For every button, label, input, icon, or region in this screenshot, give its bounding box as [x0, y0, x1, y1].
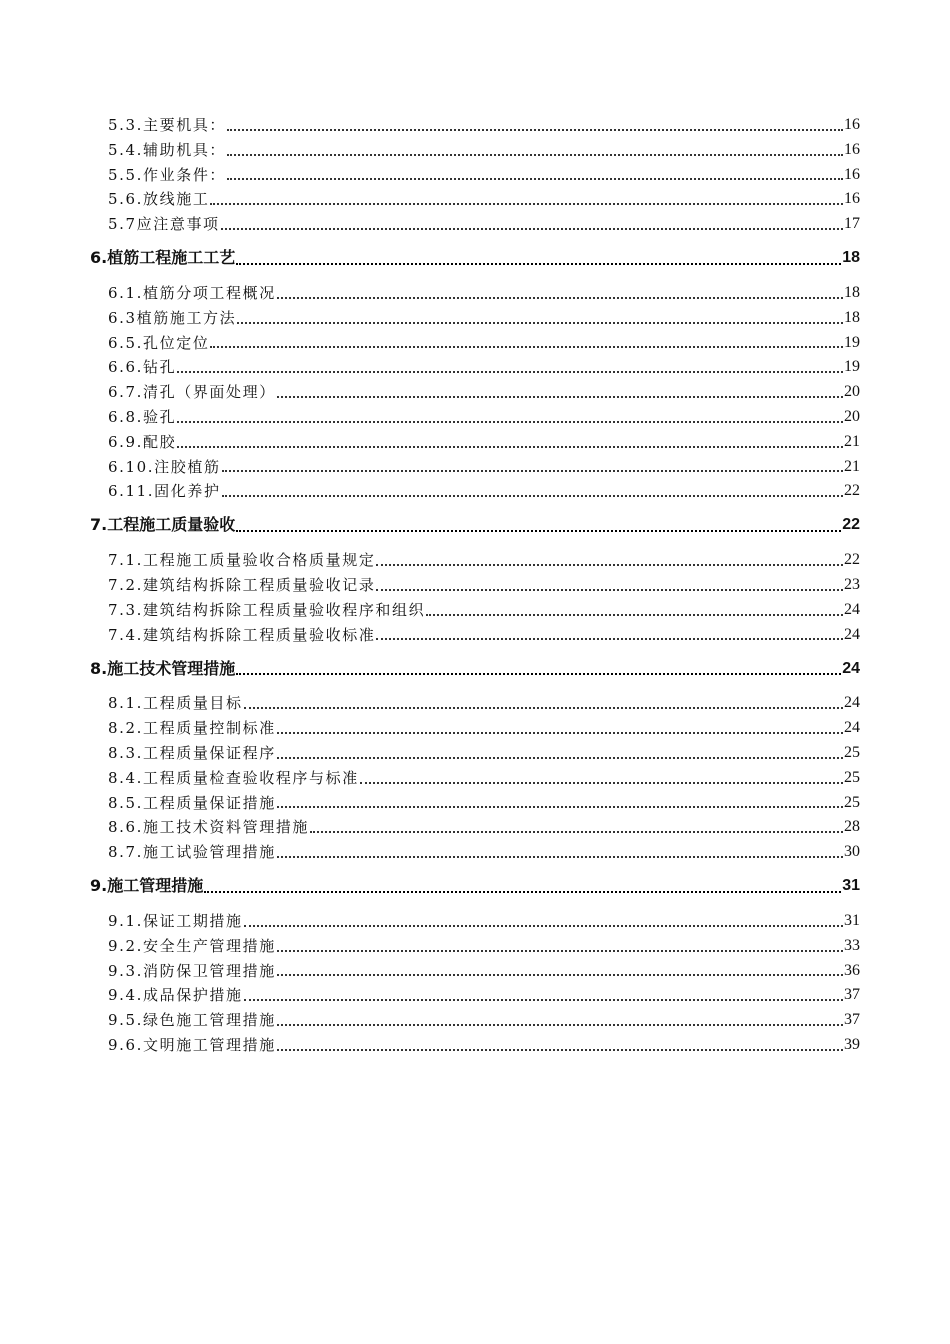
toc-section-entry[interactable]	[90, 573, 860, 598]
toc-section-entry[interactable]	[90, 909, 860, 934]
dot-leader	[376, 589, 843, 591]
toc-page-number: 20	[844, 383, 860, 401]
toc-page-number: 21	[844, 432, 860, 450]
toc-page-number: 21	[844, 457, 860, 475]
toc-page-number: 19	[844, 333, 860, 351]
dot-leader	[277, 974, 843, 976]
toc-section-entry[interactable]	[90, 212, 860, 237]
toc-entry-label: 6.9.配胶	[108, 432, 177, 451]
dot-leader	[204, 891, 841, 893]
toc-entry-label: 6.3植筋施工方法	[108, 308, 237, 327]
toc-section-entry[interactable]	[90, 430, 860, 455]
dot-leader	[222, 495, 843, 497]
dot-leader	[376, 638, 843, 640]
toc-page-number: 18	[842, 249, 860, 267]
toc-entry-label: 6.10.注胶植筋	[108, 457, 221, 476]
dot-leader	[227, 129, 843, 131]
dot-leader	[244, 707, 843, 709]
toc-page-number: 16	[844, 190, 860, 208]
toc-section-entry[interactable]	[90, 479, 860, 504]
toc-page-number: 24	[844, 694, 860, 712]
toc-entry-label: 6.1.植筋分项工程概况	[108, 283, 276, 302]
dot-leader	[244, 925, 843, 927]
toc-section-entry[interactable]	[90, 1008, 860, 1033]
toc-entry-label: 6.6.钻孔	[108, 358, 177, 377]
dot-leader	[376, 564, 843, 566]
dot-leader	[310, 831, 843, 833]
toc-section-entry[interactable]	[90, 331, 860, 356]
dot-leader	[227, 178, 843, 180]
toc-page-number: 16	[844, 140, 860, 158]
table-of-contents	[90, 113, 860, 1058]
dot-leader	[277, 950, 843, 952]
toc-page-number: 39	[844, 1035, 860, 1053]
toc-page-number: 16	[844, 116, 860, 133]
dot-leader	[236, 263, 841, 265]
toc-page-number: 16	[844, 165, 860, 183]
toc-page-number: 20	[844, 407, 860, 425]
dot-leader	[277, 396, 843, 398]
toc-entry-label: 8.1.工程质量目标	[108, 694, 243, 713]
dot-leader	[277, 1024, 843, 1026]
toc-section-entry[interactable]	[90, 741, 860, 766]
toc-entry-label: 8.6.施工技术资料管理措施	[108, 818, 310, 837]
toc-entry-label: 8.4.工程质量检查验收程序与标准	[108, 768, 359, 787]
toc-entry-label: 7.4.建筑结构拆除工程质量验收标准	[108, 625, 376, 644]
toc-page-number: 37	[844, 986, 860, 1004]
toc-entry-label: 9.3.消防保卫管理措施	[108, 961, 276, 980]
toc-page-number: 24	[844, 719, 860, 737]
toc-section-entry[interactable]	[90, 548, 860, 573]
toc-section-entry[interactable]	[90, 934, 860, 959]
toc-entry-label: 6.植筋工程施工工艺	[90, 248, 236, 268]
toc-section-entry[interactable]	[90, 623, 860, 648]
dot-leader	[177, 446, 843, 448]
dot-leader	[426, 614, 843, 616]
dot-leader	[221, 228, 843, 230]
dot-leader	[227, 154, 843, 156]
toc-entry-label: 9.6.文明施工管理措施	[108, 1035, 276, 1054]
toc-section-entry[interactable]	[90, 138, 860, 163]
dot-leader	[210, 203, 843, 205]
dot-leader	[277, 757, 843, 759]
toc-section-entry[interactable]	[90, 380, 860, 405]
toc-section-entry[interactable]	[90, 113, 860, 138]
toc-section-entry[interactable]	[90, 455, 860, 480]
toc-page-number: 22	[844, 551, 860, 569]
toc-entry-label: 9.4.成品保护措施	[108, 986, 243, 1005]
dot-leader	[277, 1049, 843, 1051]
toc-entry-label: 8.7.施工试验管理措施	[108, 843, 276, 862]
toc-page-number: 24	[844, 600, 860, 618]
toc-entry-label: 6.8.验孔	[108, 407, 177, 426]
toc-chapter-entry[interactable]	[90, 514, 860, 538]
toc-page-number: 31	[842, 877, 860, 895]
toc-entry-label: 7.3.建筑结构拆除工程质量验收程序和组织	[108, 600, 426, 619]
toc-page-number: 22	[842, 516, 860, 534]
toc-entry-label: 5.3.主要机具：	[108, 116, 227, 134]
dot-leader	[277, 806, 843, 808]
dot-leader	[210, 346, 843, 348]
toc-entry-label: 5.6.放线施工	[108, 190, 210, 209]
toc-section-entry[interactable]	[90, 306, 860, 331]
toc-section-entry[interactable]	[90, 355, 860, 380]
toc-entry-label: 8.2.工程质量控制标准	[108, 719, 276, 738]
dot-leader	[277, 732, 843, 734]
dot-leader	[237, 322, 843, 324]
toc-section-entry[interactable]	[90, 815, 860, 840]
toc-entry-label: 8.施工技术管理措施	[90, 658, 236, 678]
toc-section-entry[interactable]	[90, 691, 860, 716]
toc-page-number: 22	[844, 482, 860, 500]
dot-leader	[360, 782, 843, 784]
dot-leader	[244, 999, 843, 1001]
toc-entry-label: 5.4.辅助机具：	[108, 140, 227, 159]
toc-page-number: 31	[844, 911, 860, 929]
toc-chapter-entry[interactable]	[90, 657, 860, 681]
toc-entry-label: 6.7.清孔（界面处理）	[108, 383, 276, 402]
toc-section-entry[interactable]	[90, 598, 860, 623]
toc-page-number: 25	[844, 743, 860, 761]
dot-leader	[177, 421, 843, 423]
toc-entry-label: 6.11.固化养护	[108, 482, 221, 501]
toc-section-entry[interactable]	[90, 163, 860, 188]
dot-leader	[236, 673, 841, 675]
toc-section-entry[interactable]	[90, 187, 860, 212]
toc-page-number: 28	[844, 818, 860, 836]
toc-entry-label: 9.1.保证工期措施	[108, 911, 243, 930]
toc-page-number: 17	[844, 215, 860, 233]
dot-leader	[236, 530, 841, 532]
toc-entry-label: 5.5.作业条件：	[108, 165, 227, 184]
toc-page-number: 18	[844, 283, 860, 301]
toc-page-number: 30	[844, 843, 860, 861]
toc-section-entry[interactable]	[90, 405, 860, 430]
toc-page-number: 19	[844, 358, 860, 376]
toc-section-entry[interactable]	[90, 840, 860, 865]
toc-section-entry[interactable]	[90, 983, 860, 1008]
toc-page-number: 37	[844, 1011, 860, 1029]
toc-chapter-entry[interactable]	[90, 875, 860, 899]
toc-entry-label: 7.2.建筑结构拆除工程质量验收记录	[108, 575, 376, 594]
toc-section-entry[interactable]	[90, 766, 860, 791]
toc-entry-label: 8.3.工程质量保证程序	[108, 743, 276, 762]
toc-page-number: 25	[844, 793, 860, 811]
toc-page-number: 33	[844, 936, 860, 954]
toc-page-number: 25	[844, 768, 860, 786]
toc-section-entry[interactable]	[90, 791, 860, 816]
toc-entry-label: 8.5.工程质量保证措施	[108, 793, 276, 812]
toc-entry-label: 7.1.工程施工质量验收合格质量规定	[108, 551, 376, 570]
toc-section-entry[interactable]	[90, 281, 860, 306]
dot-leader	[277, 297, 843, 299]
dot-leader	[222, 470, 843, 472]
toc-page-number: 23	[844, 575, 860, 593]
toc-section-entry[interactable]	[90, 959, 860, 984]
toc-entry-label: 6.5.孔位定位	[108, 333, 210, 352]
toc-page-number: 18	[844, 308, 860, 326]
toc-page-number: 24	[844, 625, 860, 643]
dot-leader	[277, 856, 843, 858]
toc-page-number: 36	[844, 961, 860, 979]
toc-entry-label: 5.7应注意事项	[108, 215, 220, 234]
toc-entry-label: 9.施工管理措施	[90, 876, 204, 896]
toc-page-number: 24	[842, 659, 860, 677]
toc-chapter-entry[interactable]	[90, 247, 860, 271]
toc-entry-label: 7.工程施工质量验收	[90, 515, 236, 535]
toc-entry-label: 9.2.安全生产管理措施	[108, 936, 276, 955]
toc-section-entry[interactable]	[90, 1033, 860, 1058]
toc-entry-label: 9.5.绿色施工管理措施	[108, 1011, 276, 1030]
dot-leader	[177, 371, 843, 373]
toc-section-entry[interactable]	[90, 716, 860, 741]
